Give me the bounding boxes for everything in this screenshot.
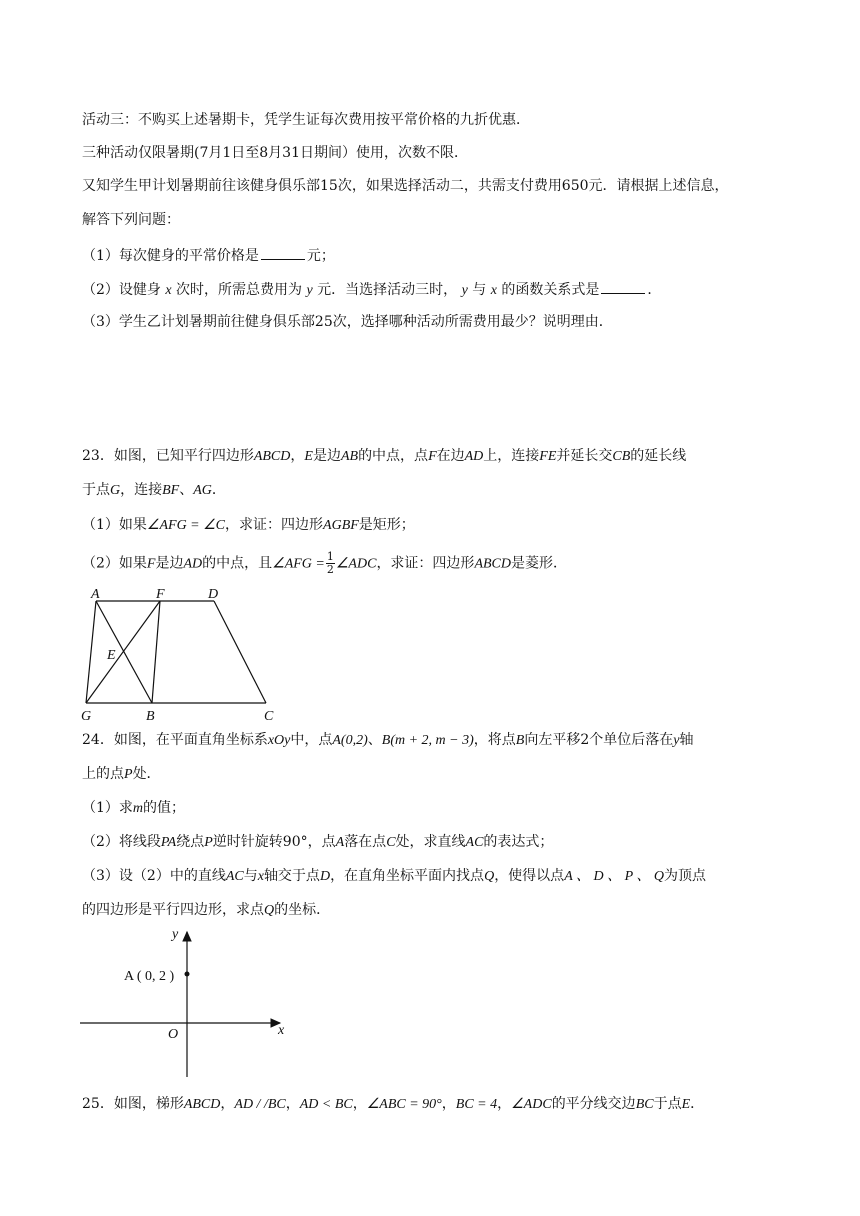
question-2 (82, 279, 661, 300)
p24-text: （2）将线段 (82, 834, 161, 850)
segment-FG (86, 601, 160, 703)
fraction-denominator: 2 (326, 563, 334, 576)
p24-statement-1 (82, 731, 693, 750)
p23-text: 的中点，且 (202, 555, 273, 572)
p23-question-1 (82, 516, 415, 535)
math-y: y (673, 733, 680, 748)
p24-text: 的值； (143, 800, 186, 816)
p24-text: 向左平移2个单位后落在 (524, 732, 674, 748)
math-angle: ∠AFG = (272, 556, 325, 572)
math-point-B: B(m + 2, m − 3) (381, 733, 474, 748)
y-axis-label: y (172, 927, 179, 942)
var-x: x (490, 283, 497, 298)
p24-text: ，使得以点 (494, 868, 565, 884)
label-A: A (91, 587, 100, 602)
math-AC: AC (465, 835, 484, 850)
fraction-numerator: 1 (326, 550, 334, 563)
p23-text: 在边 (436, 448, 465, 464)
p23-text: ，求证：四边形 (225, 517, 324, 533)
p23-text: 是边 (155, 555, 184, 572)
q2-text-c: 元．当选择活动三时， (317, 282, 458, 298)
p23-text: ，连接 (120, 482, 163, 498)
var-y: y (306, 283, 313, 298)
math-P: P (124, 767, 133, 782)
math-PA: PA (160, 835, 177, 850)
p23-text: 并延长交 (556, 448, 613, 464)
q2-text-f: ． (647, 282, 662, 298)
math-Q: Q (264, 903, 275, 918)
p24-text: 处． (132, 766, 161, 782)
p24-text: ，将点 (473, 732, 516, 748)
p24-statement-2 (82, 765, 161, 784)
math-angle: ∠AFG = ∠C (146, 518, 226, 533)
q2-text-b: 次时，所需总费用为 (176, 282, 303, 298)
segment-DC (214, 601, 266, 703)
p24-text: 绕点 (176, 834, 205, 850)
math-B: B (515, 733, 525, 748)
p25-text: ． (690, 1096, 705, 1112)
figure-23 (76, 586, 286, 722)
p23-text: ． (211, 482, 226, 498)
label-C: C (264, 709, 274, 722)
p24-text: 轴交于点 (263, 868, 320, 884)
math-ABCD: ABCD (183, 1097, 221, 1112)
answer-blank[interactable] (261, 245, 305, 260)
p23-question-2 (82, 551, 567, 576)
p25-text: ， (497, 1096, 512, 1112)
p24-question-2 (82, 833, 553, 852)
p23-text: 于点 (82, 482, 110, 498)
math-BC: BC (635, 1097, 654, 1112)
p25-text: 的平分线交边 (551, 1096, 636, 1112)
answer-blank[interactable] (601, 279, 645, 294)
p23-text: ， (290, 448, 305, 464)
p23-text: 是边 (312, 448, 341, 464)
p24-text: （3）设（2）中的直线 (82, 868, 226, 884)
math-BF: BF (162, 483, 180, 498)
math-point-A: A(0,2) (332, 733, 368, 748)
question-1 (82, 245, 335, 265)
math-AG: AG (193, 483, 212, 498)
math-angle: ∠ADC (335, 556, 377, 572)
math-E: E (681, 1097, 691, 1112)
math-F: F (146, 556, 156, 572)
math-m: m (132, 801, 144, 816)
math-F: F (428, 449, 437, 464)
math-ABCD: ABCD (253, 449, 291, 464)
math-C: C (386, 835, 396, 850)
answer-prompt-text: 解答下列问题： (82, 212, 180, 228)
p23-text: 的延长线 (630, 448, 687, 464)
label-B: B (146, 709, 155, 722)
p23-text: 、 (179, 482, 194, 498)
p24-text: 与 (243, 868, 258, 884)
math-A: A (335, 835, 345, 850)
q1-text: （1）每次健身的平常价格是 (82, 248, 259, 264)
segment-FB (152, 601, 160, 703)
segment-AB (96, 601, 152, 703)
point-A-label: A ( 0, 2 ) (124, 969, 175, 984)
var-x: x (165, 283, 172, 298)
math-angle: ∠ABC = 90° (366, 1097, 442, 1112)
student-info-text: 又知学生甲计划暑期前往该健身俱乐部15次，如果选择活动二，共需支付费用650元．请根据上述信息， (82, 178, 729, 194)
math-CB: CB (612, 449, 631, 464)
math-length: BC = 4 (455, 1097, 498, 1112)
q1-unit: 元； (306, 248, 335, 264)
p24-text: ，在直角坐标平面内找点 (330, 868, 485, 884)
origin-label: O (168, 1027, 179, 1042)
p23-text: （2）如果 (82, 555, 147, 572)
math-AGBF: AGBF (323, 518, 359, 533)
fraction-half (326, 551, 335, 576)
math-AD: AD (183, 556, 203, 572)
math-AC: AC (225, 869, 244, 884)
p24-question-3 (82, 867, 706, 886)
activity-period-text: 三种活动仅限暑期(7月1日至8月31日期间）使用，次数不限． (82, 145, 468, 161)
math-E: E (304, 449, 313, 464)
p24-text: 24．如图，在平面直角坐标系 (82, 732, 268, 748)
math-G: G (110, 483, 121, 498)
p23-text: ，求证：四边形 (376, 555, 475, 572)
math-ADPQ: A 、 D 、 P 、 Q (564, 869, 665, 884)
point-A (185, 972, 190, 977)
q2-text-a: （2）设健身 (82, 282, 161, 298)
var-y: y (461, 283, 468, 298)
math-D: D (319, 869, 331, 884)
p23-text: 的中点，点 (358, 448, 429, 464)
p24-text: 为顶点 (664, 868, 707, 884)
p25-text: ， (352, 1096, 367, 1112)
p24-text: 的表达式； (483, 834, 554, 850)
math-AD: AD (464, 449, 484, 464)
math-P: P (204, 835, 213, 850)
p24-text: （1）求 (82, 800, 133, 816)
p24-text: 的四边形是平行四边形，求点 (82, 902, 264, 918)
p23-text: 是矩形； (358, 517, 415, 533)
p24-text: 中，点 (290, 732, 333, 748)
q2-text-d: 与 (472, 282, 487, 298)
p25-text: 25．如图，梯形 (82, 1096, 184, 1112)
segment-AG (86, 601, 96, 703)
math-xOy: xOy (267, 733, 291, 748)
p24-text: 轴 (679, 732, 694, 748)
label-F: F (156, 587, 165, 602)
math-parallel: AD / /BC (234, 1097, 286, 1112)
p24-text: 的坐标． (274, 902, 331, 918)
activity-three-text: 活动三：不购买上述暑期卡，凭学生证每次费用按平常价格的九折优惠． (82, 112, 530, 128)
p25-text: 于点 (653, 1096, 682, 1112)
math-angle: ∠ADC (511, 1097, 552, 1112)
p24-text: 上的点 (82, 766, 124, 782)
p24-text: 处，求直线 (395, 834, 466, 850)
math-x: x (257, 869, 264, 884)
p23-text: （1）如果 (82, 517, 147, 533)
label-G: G (81, 709, 92, 722)
math-ABCD: ABCD (474, 556, 511, 572)
math-Q: Q (484, 869, 495, 884)
figure-24 (80, 922, 300, 1082)
p24-question-3-cont (82, 901, 330, 920)
p25-text: ， (220, 1096, 235, 1112)
math-inequality: AD < BC (299, 1097, 353, 1112)
p23-text: 上，连接 (483, 448, 540, 464)
p24-text: 落在点 (344, 834, 387, 850)
question-3: （3）学生乙计划暑期前往健身俱乐部25次，选择哪种活动所需费用最少？说明理由． (82, 314, 613, 330)
p23-statement-1 (82, 447, 686, 466)
p23-text: 是菱形． (511, 555, 567, 572)
p23-statement-2 (82, 481, 226, 500)
label-D: D (208, 587, 219, 602)
math-FE: FE (539, 449, 557, 464)
math-AB: AB (340, 449, 359, 464)
q2-text-e: 的函数关系式是 (501, 282, 600, 298)
p23-text: 23．如图，已知平行四边形 (82, 448, 254, 464)
x-axis-label: x (278, 1023, 285, 1038)
label-E: E (107, 648, 116, 663)
p25-text: ， (285, 1096, 300, 1112)
p24-text: 、 (367, 732, 382, 748)
p24-text: 逆时针旋转90°，点 (212, 834, 336, 850)
p24-question-1 (82, 799, 185, 818)
p25-text: ， (441, 1096, 456, 1112)
p25-statement (82, 1095, 704, 1114)
